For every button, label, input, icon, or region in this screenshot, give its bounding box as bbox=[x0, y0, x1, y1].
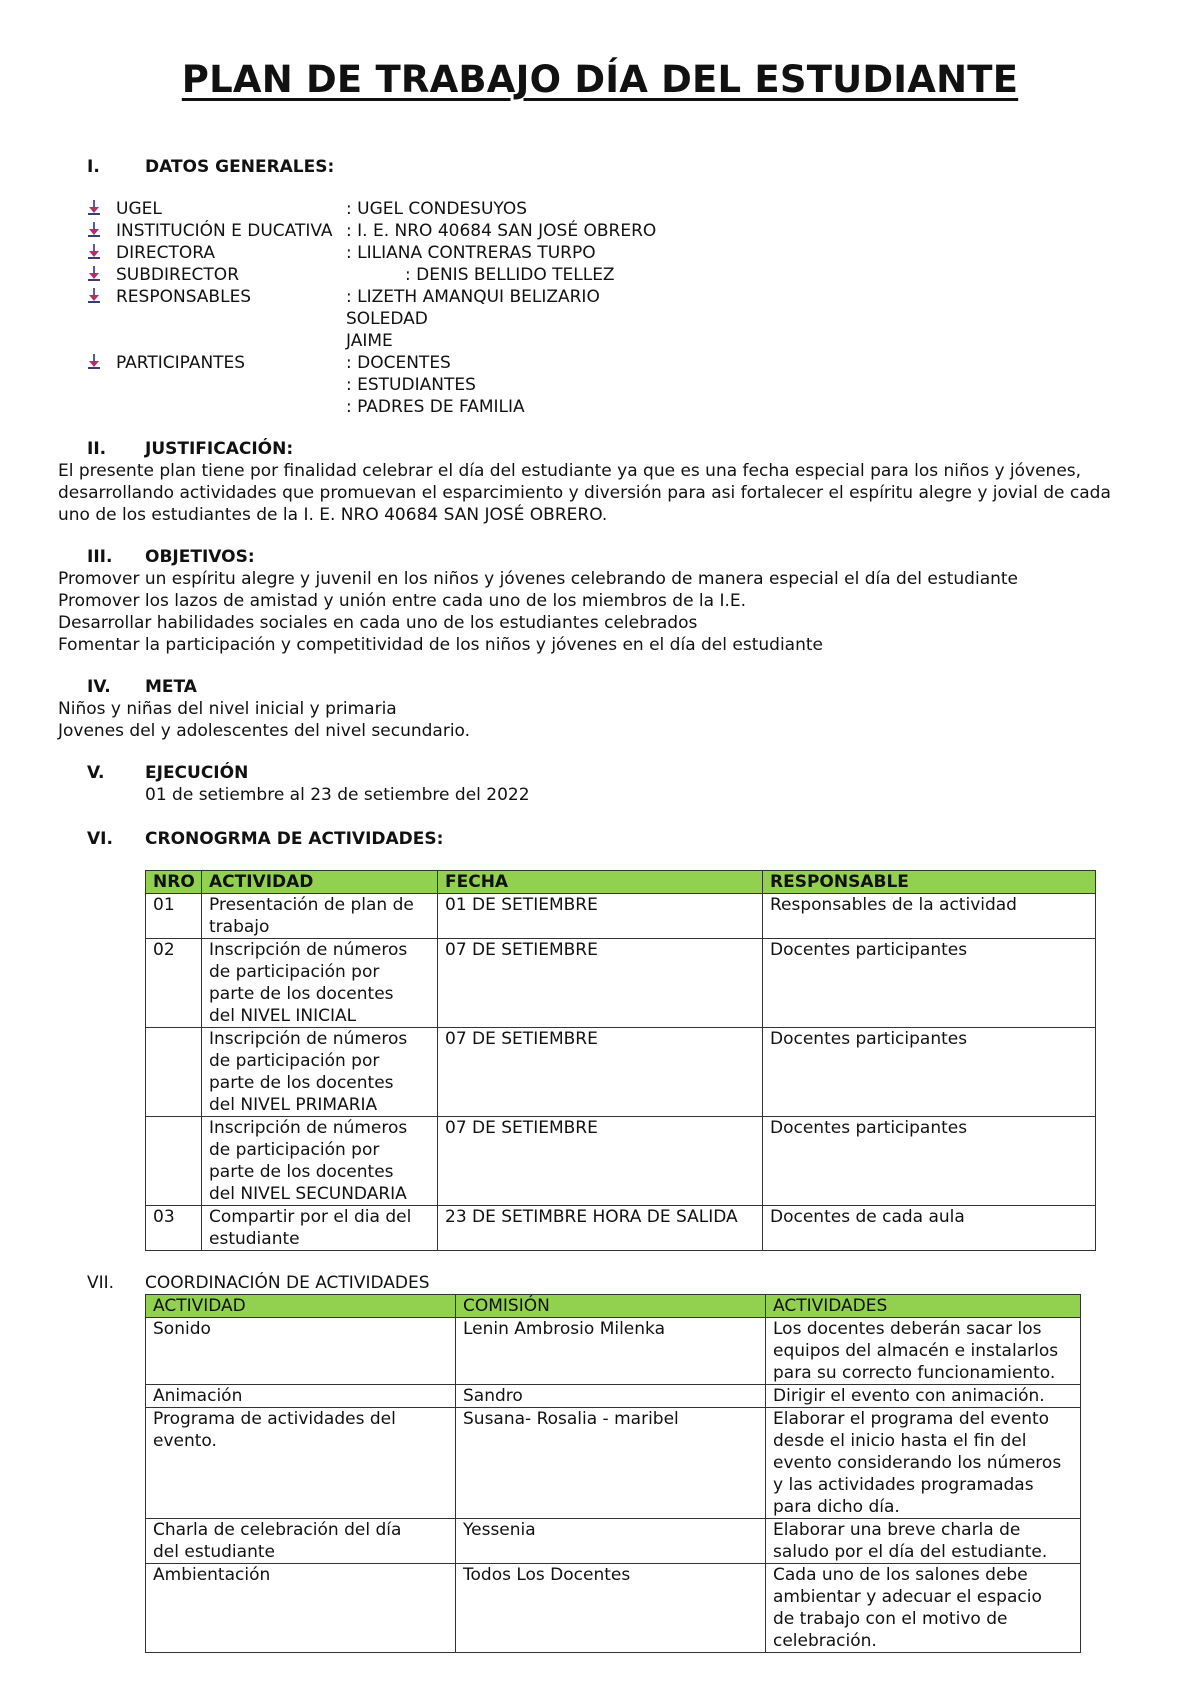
coordinacion-header-row bbox=[146, 1295, 1081, 1318]
cell-actividad bbox=[202, 894, 438, 939]
ugel-value: : UGEL CONDESUYOS bbox=[346, 199, 528, 219]
subdirector-label: SUBDIRECTOR bbox=[116, 265, 240, 285]
cell-nro: 01 bbox=[146, 894, 202, 939]
ugel-label: UGEL bbox=[116, 199, 162, 219]
cell-line: Elaborar el programa del evento bbox=[773, 1409, 1050, 1429]
cell-line: Animación bbox=[153, 1386, 243, 1406]
section-3-title: OBJETIVOS: bbox=[145, 547, 255, 567]
table-row bbox=[146, 1206, 1096, 1251]
cell-line: Los docentes deberán sacar los bbox=[773, 1319, 1042, 1339]
cell-responsable: Docentes participantes bbox=[763, 1028, 1096, 1117]
arrow-down-bullet-icon bbox=[87, 200, 101, 216]
table-row bbox=[146, 1564, 1081, 1653]
section-4-title: META bbox=[145, 677, 197, 697]
cell-responsable: Docentes participantes bbox=[763, 1117, 1096, 1206]
cell-fecha: 01 DE SETIEMBRE bbox=[438, 894, 763, 939]
cell-line: para su correcto funcionamiento. bbox=[773, 1363, 1056, 1383]
cell-actividades bbox=[766, 1519, 1081, 1564]
cell-line: ambientar y adecuar el espacio bbox=[773, 1587, 1042, 1607]
cell-actividades bbox=[766, 1564, 1081, 1653]
cell-fecha: 07 DE SETIEMBRE bbox=[438, 1028, 763, 1117]
list-item-directora bbox=[87, 242, 101, 264]
cell-line: de participación por bbox=[209, 1051, 380, 1071]
cell-fecha: 23 DE SETIMBRE HORA DE SALIDA bbox=[438, 1206, 763, 1251]
cell-comision: Todos Los Docentes bbox=[456, 1564, 766, 1653]
meta-1: Niños y niñas del nivel inicial y primaria bbox=[58, 699, 397, 719]
cell-line: del NIVEL PRIMARIA bbox=[209, 1095, 378, 1115]
cell-actividad bbox=[146, 1519, 456, 1564]
section-1-title: DATOS GENERALES: bbox=[145, 157, 335, 177]
coordinacion-table bbox=[145, 1294, 1081, 1653]
header-fecha: FECHA bbox=[438, 871, 763, 894]
cell-line: parte de los docentes bbox=[209, 1073, 394, 1093]
section-5-title: EJECUCIÓN bbox=[145, 763, 249, 783]
responsables-extra-1: SOLEDAD bbox=[346, 309, 428, 329]
arrow-down-bullet-icon bbox=[87, 222, 101, 238]
institucion-label: INSTITUCIÓN E DUCATIVA bbox=[116, 221, 333, 241]
cell-line: Compartir por el dia del bbox=[209, 1207, 412, 1227]
cell-line: del NIVEL INICIAL bbox=[209, 1006, 357, 1026]
cell-line: estudiante bbox=[209, 1229, 300, 1249]
cell-actividad bbox=[146, 1564, 456, 1653]
cell-line: Sonido bbox=[153, 1319, 211, 1339]
header-responsable: RESPONSABLE bbox=[763, 871, 1096, 894]
cell-fecha: 07 DE SETIEMBRE bbox=[438, 939, 763, 1028]
table-row bbox=[146, 1408, 1081, 1519]
cell-comision: Sandro bbox=[456, 1385, 766, 1408]
cell-actividad bbox=[146, 1385, 456, 1408]
cell-comision: Susana- Rosalia - maribel bbox=[456, 1408, 766, 1519]
list-item-ugel bbox=[87, 198, 101, 220]
header-actividad: ACTIVIDAD bbox=[202, 871, 438, 894]
page-title: PLAN DE TRABAJO DÍA DEL ESTUDIANTE bbox=[181, 58, 1019, 101]
cell-line: trabajo bbox=[209, 917, 270, 937]
cell-actividad bbox=[202, 1206, 438, 1251]
arrow-down-bullet-icon bbox=[87, 266, 101, 282]
cell-line: Inscripción de números bbox=[209, 1118, 408, 1138]
cell-line: equipos del almacén e instalarlos bbox=[773, 1341, 1059, 1361]
arrow-down-bullet-icon bbox=[87, 354, 101, 370]
section-3-number: III. bbox=[87, 547, 113, 567]
responsables-label: RESPONSABLES bbox=[116, 287, 252, 307]
responsables-value: : LIZETH AMANQUI BELIZARIO bbox=[346, 287, 600, 307]
cronograma-header-row bbox=[146, 871, 1096, 894]
subdirector-value: : DENIS BELLIDO TELLEZ bbox=[405, 265, 615, 285]
list-item-participantes bbox=[87, 352, 101, 374]
cell-actividades bbox=[766, 1385, 1081, 1408]
cell-actividades bbox=[766, 1318, 1081, 1385]
cell-actividades bbox=[766, 1408, 1081, 1519]
cell-line: evento. bbox=[153, 1431, 217, 1451]
cell-line: Presentación de plan de bbox=[209, 895, 414, 915]
list-item-responsables bbox=[87, 286, 101, 308]
cell-actividad bbox=[202, 1028, 438, 1117]
cell-actividad bbox=[146, 1318, 456, 1385]
section-7-number: VII. bbox=[87, 1273, 115, 1293]
objetivo-3: Desarrollar habilidades sociales en cada uno de los estudiantes celebrados bbox=[58, 613, 698, 633]
directora-value: : LILIANA CONTRERAS TURPO bbox=[346, 243, 596, 263]
section-2-title: JUSTIFICACIÓN: bbox=[145, 439, 294, 459]
section-6-number: VI. bbox=[87, 829, 113, 849]
justificacion-line-1: El presente plan tiene por finalidad celebrar el día del estudiante ya que es una fecha especial para los niños y jóvenes, bbox=[58, 461, 1082, 481]
objetivo-4: Fomentar la participación y competitividad de los niños y jóvenes en el día del estudiante bbox=[58, 635, 823, 655]
cell-nro bbox=[146, 1117, 202, 1206]
cell-line: Dirigir el evento con animación. bbox=[773, 1386, 1045, 1406]
justificacion-line-2: desarrollando actividades que promuevan el esparcimiento y diversión para asi fortalecer el espíritu alegre y jovial de cada bbox=[58, 483, 1111, 503]
table-row bbox=[146, 894, 1096, 939]
cell-line: de participación por bbox=[209, 1140, 380, 1160]
cell-responsable: Docentes de cada aula bbox=[763, 1206, 1096, 1251]
cell-actividad bbox=[202, 1117, 438, 1206]
header-actividades: ACTIVIDADES bbox=[766, 1295, 1081, 1318]
participantes-value-1: : DOCENTES bbox=[346, 353, 451, 373]
meta-2: Jovenes del y adolescentes del nivel secundario. bbox=[58, 721, 471, 741]
cell-line: Charla de celebración del día bbox=[153, 1520, 402, 1540]
list-item-subdirector bbox=[87, 264, 101, 286]
cell-line: del estudiante bbox=[153, 1542, 275, 1562]
cell-line: Inscripción de números bbox=[209, 1029, 408, 1049]
ejecucion-dates: 01 de setiembre al 23 de setiembre del 2022 bbox=[145, 785, 530, 805]
cell-line: saludo por el día del estudiante. bbox=[773, 1542, 1048, 1562]
objetivo-2: Promover los lazos de amistad y unión entre cada uno de los miembros de la I.E. bbox=[58, 591, 747, 611]
cell-line: para dicho día. bbox=[773, 1497, 900, 1517]
section-7-title: COORDINACIÓN DE ACTIVIDADES bbox=[145, 1273, 430, 1293]
directora-label: DIRECTORA bbox=[116, 243, 216, 263]
cell-nro: 02 bbox=[146, 939, 202, 1028]
cell-comision: Lenin Ambrosio Milenka bbox=[456, 1318, 766, 1385]
table-row bbox=[146, 1117, 1096, 1206]
cell-line: y las actividades programadas bbox=[773, 1475, 1034, 1495]
table-row bbox=[146, 1028, 1096, 1117]
cell-line: celebración. bbox=[773, 1631, 877, 1651]
justificacion-line-3: uno de los estudiantes de la I. E. NRO 40684 SAN JOSÉ OBRERO. bbox=[58, 505, 608, 525]
cell-line: del NIVEL SECUNDARIA bbox=[209, 1184, 407, 1204]
table-row bbox=[146, 939, 1096, 1028]
arrow-down-bullet-icon bbox=[87, 288, 101, 304]
table-row bbox=[146, 1385, 1081, 1408]
objetivo-1: Promover un espíritu alegre y juvenil en los niños y jóvenes celebrando de manera especial el día del estudiante bbox=[58, 569, 1019, 589]
cell-responsable: Docentes participantes bbox=[763, 939, 1096, 1028]
section-1-number: I. bbox=[87, 157, 100, 177]
cell-line: desde el inicio hasta el fin del bbox=[773, 1431, 1027, 1451]
cell-responsable: Responsables de la actividad bbox=[763, 894, 1096, 939]
cronograma-table bbox=[145, 870, 1096, 1251]
cell-line: Inscripción de números bbox=[209, 940, 408, 960]
header-comision: COMISIÓN bbox=[456, 1295, 766, 1318]
cell-line: Elaborar una breve charla de bbox=[773, 1520, 1021, 1540]
responsables-extra-2: JAIME bbox=[346, 331, 393, 351]
section-4-number: IV. bbox=[87, 677, 111, 697]
participantes-value-2: : ESTUDIANTES bbox=[346, 375, 476, 395]
participantes-label: PARTICIPANTES bbox=[116, 353, 246, 373]
section-6-title: CRONOGRMA DE ACTIVIDADES: bbox=[145, 829, 444, 849]
arrow-down-bullet-icon bbox=[87, 244, 101, 260]
cell-line: de trabajo con el motivo de bbox=[773, 1609, 1008, 1629]
cell-nro: 03 bbox=[146, 1206, 202, 1251]
cell-actividad bbox=[146, 1408, 456, 1519]
cell-line: Cada uno de los salones debe bbox=[773, 1565, 1028, 1585]
cell-fecha: 07 DE SETIEMBRE bbox=[438, 1117, 763, 1206]
cell-line: de participación por bbox=[209, 962, 380, 982]
section-5-number: V. bbox=[87, 763, 105, 783]
section-2-number: II. bbox=[87, 439, 107, 459]
cell-nro bbox=[146, 1028, 202, 1117]
cell-actividad bbox=[202, 939, 438, 1028]
cell-line: Ambientación bbox=[153, 1565, 271, 1585]
cell-line: parte de los docentes bbox=[209, 1162, 394, 1182]
header-actividad: ACTIVIDAD bbox=[146, 1295, 456, 1318]
cell-line: Programa de actividades del bbox=[153, 1409, 396, 1429]
cell-comision: Yessenia bbox=[456, 1519, 766, 1564]
table-row bbox=[146, 1318, 1081, 1385]
institucion-value: : I. E. NRO 40684 SAN JOSÉ OBRERO bbox=[346, 221, 657, 241]
list-item-institucion bbox=[87, 220, 101, 242]
header-nro: NRO bbox=[146, 871, 202, 894]
cell-line: evento considerando los números bbox=[773, 1453, 1062, 1473]
participantes-value-3: : PADRES DE FAMILIA bbox=[346, 397, 525, 417]
cell-line: parte de los docentes bbox=[209, 984, 394, 1004]
table-row bbox=[146, 1519, 1081, 1564]
